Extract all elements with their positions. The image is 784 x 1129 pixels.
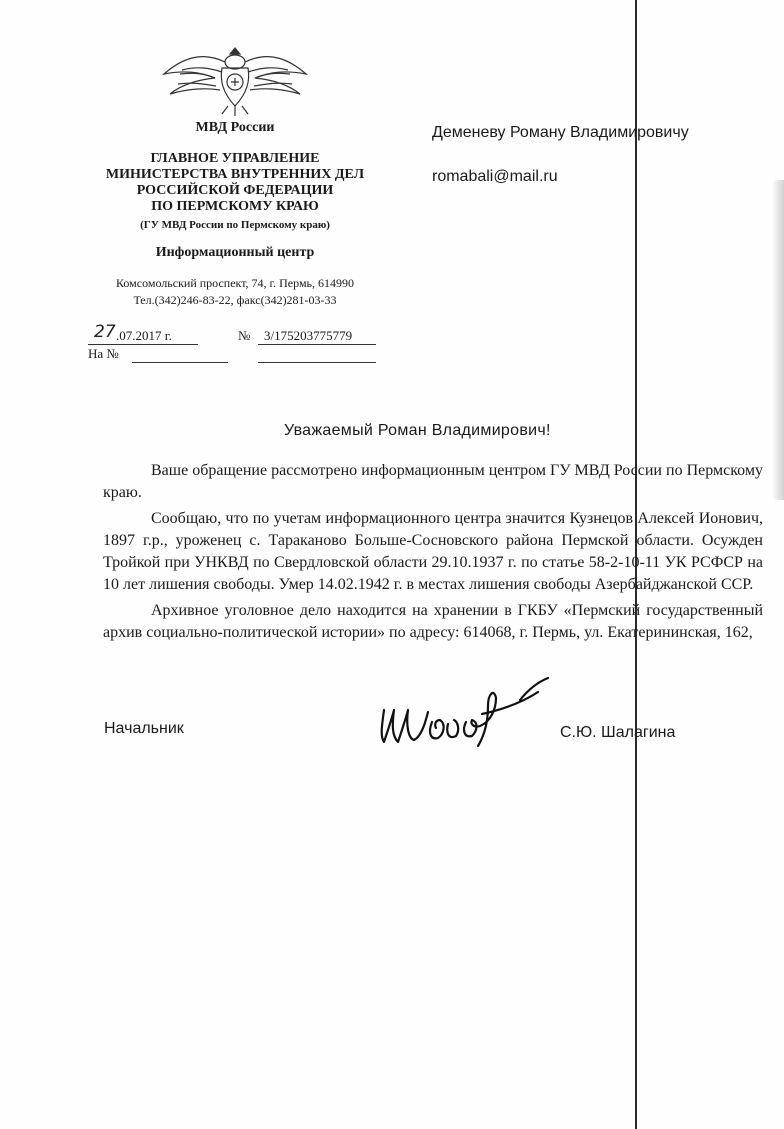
double-headed-eagle-emblem-icon <box>160 40 310 118</box>
ministry-short-name: МВД России <box>195 120 275 135</box>
directorate-line: РОССИЙСКОЙ ФЕДЕРАЦИИ <box>136 183 334 198</box>
directorate-line: ГЛАВНОЕ УПРАВЛЕНИЕ <box>150 151 320 166</box>
date-printed: .07.2017 г. <box>116 328 172 343</box>
body-paragraph: Архивное уголовное дело находится на хранении в ГКБУ «Пермский государственный архив социально-политической истории» по адресу: 614068, г. Пермь, ул. Екатерининская, 162, <box>103 602 763 641</box>
department-name: Информационный центр <box>155 245 315 260</box>
reply-date-underline <box>132 346 228 363</box>
directorate-abbreviation: (ГУ МВД России по Пермскому краю) <box>140 219 330 231</box>
phone-line: Тел.(342)246-83-22, факс(342)281-03-33 <box>133 293 337 307</box>
number-label: № <box>238 328 251 343</box>
handwritten-signature <box>370 670 570 760</box>
handwritten-date-day: 27 <box>94 322 116 342</box>
directorate-name <box>80 151 390 215</box>
addressee-block <box>432 124 689 186</box>
scroll-edge-shadow <box>772 180 784 500</box>
addressee-name: Деменеву Роману Владимировичу <box>432 124 689 141</box>
letter-body <box>103 460 763 644</box>
address-line: Комсомольский проспект, 74, г. Пермь, 614990 <box>115 276 355 290</box>
signatory-title: Начальник <box>104 720 184 737</box>
addressee-email: romabali@mail.ru <box>432 168 558 185</box>
registration-block <box>88 322 388 364</box>
directorate-line: МИНИСТЕРСТВА ВНУТРЕННИХ ДЕЛ <box>105 167 365 182</box>
reply-number-underline <box>258 346 376 363</box>
outgoing-registration-row <box>88 322 388 346</box>
body-paragraph: Ваше обращение рассмотрено информационным центром ГУ МВД России по Пермскому краю. <box>103 462 763 501</box>
signatory-name: С.Ю. Шалагина <box>560 724 676 741</box>
letterhead <box>80 120 390 309</box>
outgoing-number: 3/175203775779 <box>264 328 353 343</box>
sender-address <box>80 275 390 309</box>
body-paragraph: Сообщаю, что по учетам информационного центра значится Кузнецов Алексей Ионович, 1897 г.р., уроженец с. Тараканово Больше-Сосновского района Пермской области. Осужден Тройкой при УНКВД по Свердловской области 29.10.1937 г. по статье 58-2-10-11 УК РСФСР на 10 лет лишения свободы. Умер 14.02.1942 г. в местах лишения свободы Азербайджанской ССР. <box>103 510 763 593</box>
reply-to-row <box>88 346 388 364</box>
directorate-line: ПО ПЕРМСКОМУ КРАЮ <box>151 199 319 214</box>
salutation: Уважаемый Роман Владимирович! <box>284 422 551 439</box>
reply-to-label: На № <box>88 346 119 361</box>
